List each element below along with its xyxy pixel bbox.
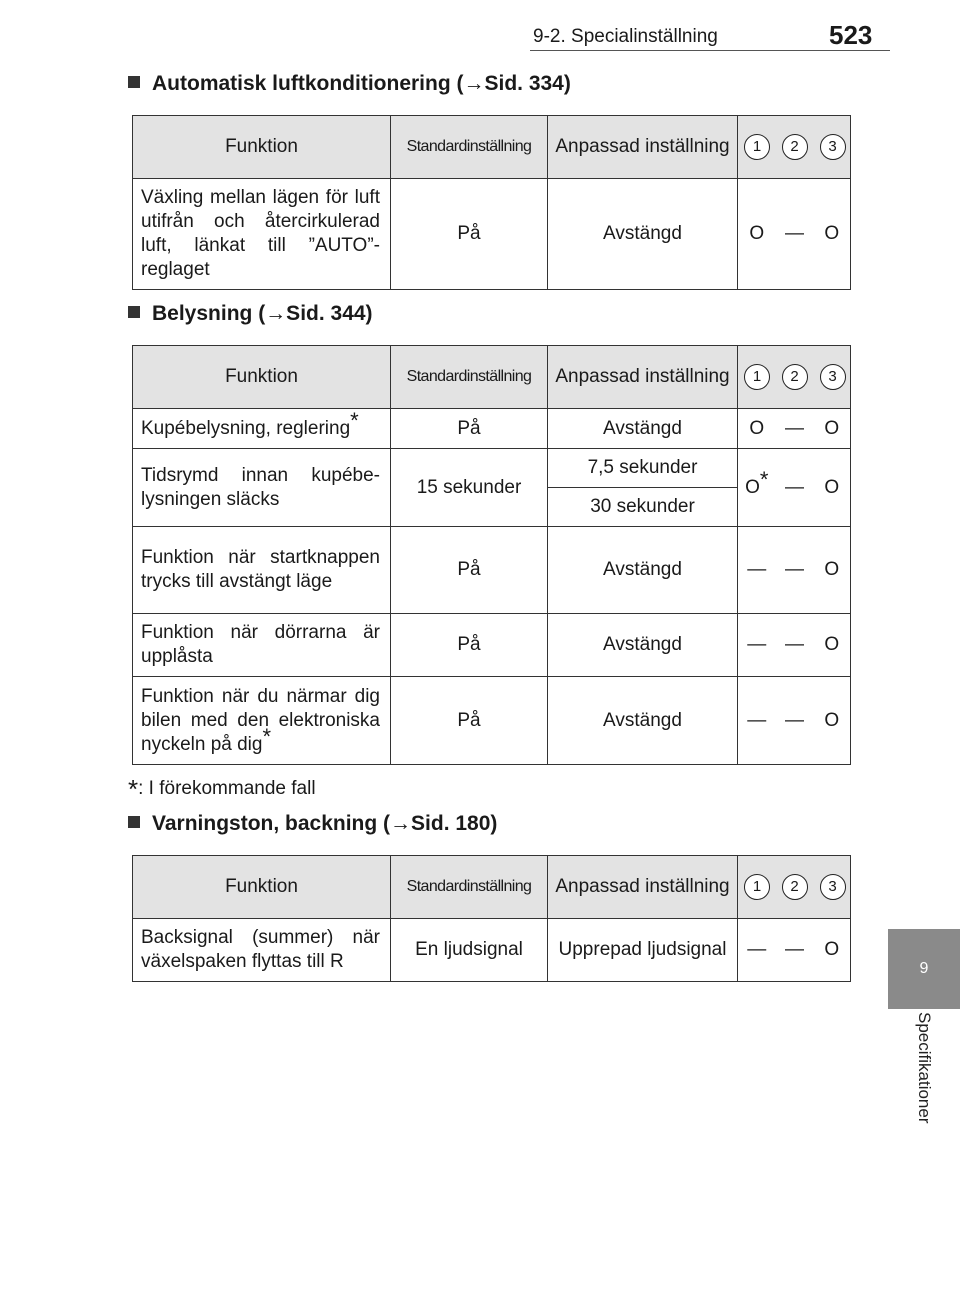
- cell-c2: —: [776, 614, 814, 677]
- circled-2: 2: [782, 874, 808, 900]
- col-2: [776, 856, 814, 919]
- col-custom: Anpassad inställning: [548, 346, 738, 409]
- section-header: 9-2. Specialinställning: [533, 26, 718, 47]
- table-header-row: [133, 856, 851, 919]
- col-1: [738, 346, 776, 409]
- function-text: Funktion när du närmar dig bilen med den elektroniska nyckeln på dig: [141, 685, 380, 755]
- col-custom: Anpassad inställning: [548, 856, 738, 919]
- cell-c2: —: [776, 409, 814, 449]
- cell-c2: —: [776, 449, 814, 527]
- section-title-lighting: [128, 302, 373, 326]
- cell-custom-b: 30 sekunder: [548, 488, 738, 527]
- cell-custom: Avstängd: [548, 614, 738, 677]
- col-custom: Anpassad inställning: [548, 116, 738, 179]
- col-function: Funktion: [133, 116, 391, 179]
- cell-c1: —: [738, 614, 776, 677]
- circled-3: 3: [820, 364, 846, 390]
- cell-c3: O: [814, 179, 851, 290]
- cell-default: På: [391, 409, 548, 449]
- cell-default: På: [391, 179, 548, 290]
- section-title-ac: [128, 72, 571, 96]
- table-row: [133, 409, 851, 449]
- col-default: Standardinställning: [391, 856, 548, 919]
- cell-function: Funktion när startknappen trycks till avstängt läge: [133, 527, 391, 614]
- footnote-text: : I förekommande fall: [138, 778, 316, 799]
- table-header-row: [133, 346, 851, 409]
- col-function: Funktion: [133, 856, 391, 919]
- chapter-tab: [888, 929, 960, 1009]
- cell-c3: O: [814, 409, 851, 449]
- cell-c3: O: [814, 614, 851, 677]
- table-lighting: [132, 345, 851, 765]
- c1-text: O: [745, 476, 760, 498]
- col-1: [738, 116, 776, 179]
- cell-custom: Avstängd: [548, 677, 738, 765]
- section-title-text: Automatisk luftkonditionering (→Sid. 334): [152, 72, 571, 95]
- circled-3: 3: [820, 874, 846, 900]
- col-3: [814, 856, 851, 919]
- asterisk-marker: *: [262, 723, 272, 749]
- table-header-row: [133, 116, 851, 179]
- cell-custom: Avstängd: [548, 527, 738, 614]
- cell-c2: —: [776, 179, 814, 290]
- col-function: Funktion: [133, 346, 391, 409]
- section-title-text: Belysning (→Sid. 344): [152, 302, 373, 325]
- section-title-reverse-warning: [128, 812, 497, 836]
- cell-c3: O: [814, 527, 851, 614]
- table-reverse-warning: [132, 855, 851, 982]
- cell-c2: —: [776, 919, 814, 982]
- chapter-label: Specifikationer: [915, 1012, 934, 1124]
- asterisk-marker: *: [759, 466, 769, 492]
- cell-default: På: [391, 527, 548, 614]
- square-bullet-icon: [128, 306, 140, 318]
- cell-c3: O: [814, 677, 851, 765]
- chapter-number: 9: [919, 960, 929, 977]
- cell-default: På: [391, 677, 548, 765]
- header-rule: [530, 50, 890, 51]
- cell-custom-a: 7,5 sekunder: [548, 449, 738, 488]
- cell-function: [133, 409, 391, 449]
- col-2: [776, 346, 814, 409]
- circled-1: 1: [744, 364, 770, 390]
- cell-default: En ljudsignal: [391, 919, 548, 982]
- col-3: [814, 116, 851, 179]
- circled-3: 3: [820, 134, 846, 160]
- function-text: Kupébelysning, reglering: [141, 417, 351, 439]
- section-title-text: Varningston, backning (→Sid. 180): [152, 812, 498, 835]
- cell-custom: Avstängd: [548, 409, 738, 449]
- asterisk-marker: *: [350, 407, 359, 433]
- square-bullet-icon: [128, 76, 140, 88]
- circled-1: 1: [744, 134, 770, 160]
- circled-2: 2: [782, 134, 808, 160]
- col-default: Standardinställning: [391, 116, 548, 179]
- cell-c2: —: [776, 677, 814, 765]
- cell-default: På: [391, 614, 548, 677]
- cell-function: Backsignal (summer) när växelspaken flyttas till R: [133, 919, 391, 982]
- square-bullet-icon: [128, 816, 140, 828]
- cell-c1: —: [738, 677, 776, 765]
- page-number: 523: [829, 20, 873, 50]
- cell-function: Tidsrymd innan kupébelysningen släcks: [133, 449, 391, 527]
- cell-custom: Upprepad ljudsignal: [548, 919, 738, 982]
- cell-function: Växling mellan lägen för luft utifrån och återcirkulerad luft, länkat till ”AUTO”-reglaget: [133, 179, 391, 290]
- cell-c1: [738, 449, 776, 527]
- table-row: [133, 449, 851, 488]
- cell-c1: —: [738, 919, 776, 982]
- table-row: [133, 179, 851, 290]
- cell-function: Funktion när dörrarna är upplåsta: [133, 614, 391, 677]
- cell-c1: O: [738, 409, 776, 449]
- col-2: [776, 116, 814, 179]
- cell-c3: O: [814, 449, 851, 527]
- table-row: [133, 614, 851, 677]
- circled-1: 1: [744, 874, 770, 900]
- chapter-label-box: [888, 1012, 960, 1162]
- table-ac: [132, 115, 851, 290]
- col-default: Standardinställning: [391, 346, 548, 409]
- table-row: [133, 919, 851, 982]
- cell-c1: O: [738, 179, 776, 290]
- table-row: [133, 527, 851, 614]
- cell-c2: —: [776, 527, 814, 614]
- cell-c3: O: [814, 919, 851, 982]
- table-row: [133, 677, 851, 765]
- col-3: [814, 346, 851, 409]
- footnote-asterisk: *: [128, 774, 139, 804]
- cell-function: [133, 677, 391, 765]
- cell-default: 15 sekunder: [391, 449, 548, 527]
- col-1: [738, 856, 776, 919]
- footnote: [128, 774, 316, 805]
- circled-2: 2: [782, 364, 808, 390]
- cell-custom: Avstängd: [548, 179, 738, 290]
- cell-c1: —: [738, 527, 776, 614]
